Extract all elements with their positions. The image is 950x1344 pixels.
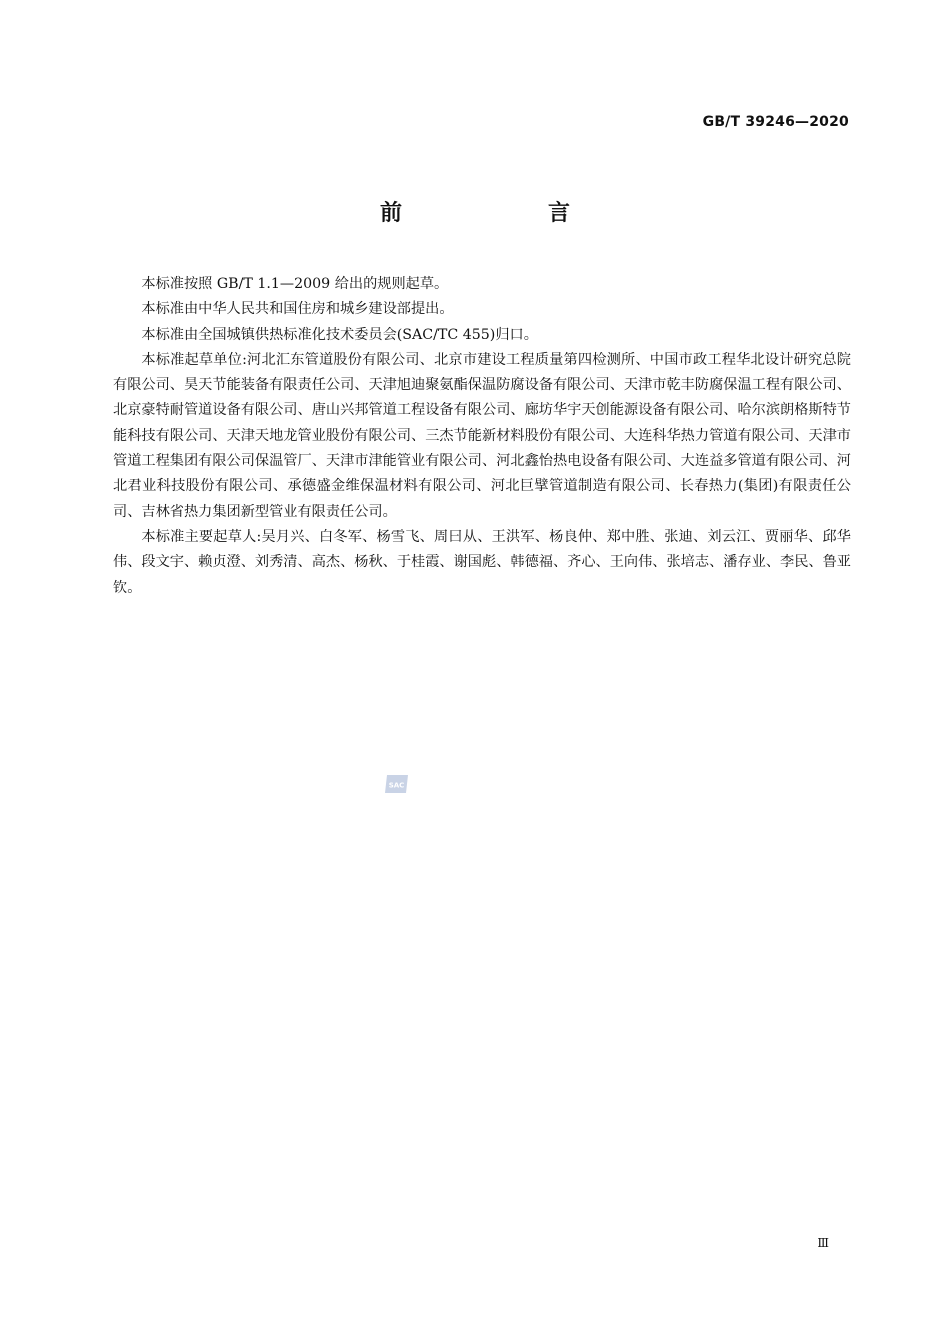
page-number: Ⅲ: [817, 1236, 829, 1250]
paragraph-administrator: 本标准由全国城镇供热标准化技术委员会(SAC/TC 455)归口。: [141, 326, 538, 343]
paragraph-drafting-units: 本标准起草单位:河北汇东管道股份有限公司、北京市建设工程质量第四检测所、中国市政工程华北设计研究总院有限公司、昊天节能装备有限责任公司、天津旭迪聚氨酯保温防腐设备有限公司、天津市乾丰防腐保温工程有限公司、北京豪特耐管道设备有限公司、唐山兴邦管道工程设备有限公司、廊坊华宇天创能源设备有限公司、哈尔滨朗格斯特节能科技有限公司、天津天地龙管业股份有限公司、三杰节能新材料股份有限公司、大连科华热力管道有限公司、天津市管道工程集团有限公司保温管厂、天津市津能管业有限公司、河北鑫怡热电设备有限公司、大连益多管道有限公司、河北君业科技股份有限公司、承德盛金维保温材料有限公司、河北巨擘管道制造有限公司、长春热力(集团)有限责任公司、吉林省热力集团新型管业有限责任公司。: [113, 351, 851, 520]
paragraph-proposer: 本标准由中华人民共和国住房和城乡建设部提出。: [141, 301, 454, 318]
sac-logo-icon: [383, 773, 410, 795]
paragraph-drafting-rules: 本标准按照 GB/T 1.1—2009 给出的规则起草。: [141, 276, 449, 292]
standard-number: GB/T 39246—2020: [702, 114, 849, 130]
foreword-body: [113, 272, 851, 601]
page-title: 前 言: [379, 201, 632, 226]
watermark-text: SAC: [388, 781, 405, 790]
paragraph-drafters: 本标准主要起草人:吴月兴、白冬军、杨雪飞、周曰从、王洪军、杨良仲、郑中胜、张迪、刘云江、贾丽华、邱华伟、段文宇、赖贞澄、刘秀清、高杰、杨秋、于桂霞、谢国彪、韩德福、齐心、王向伟、张培志、潘存业、李民、鲁亚钦。: [113, 528, 851, 596]
